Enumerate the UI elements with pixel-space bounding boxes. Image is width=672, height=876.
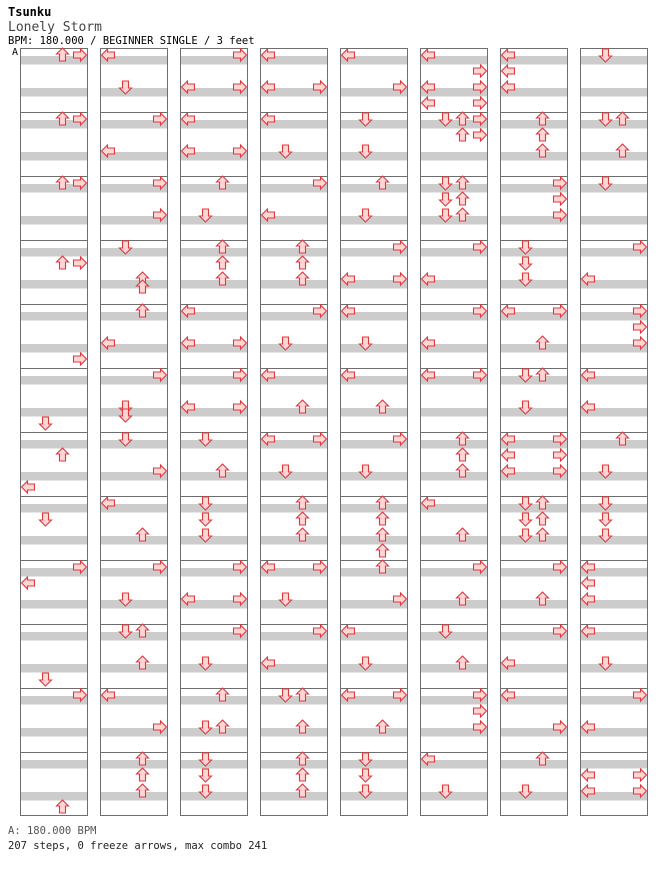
beat-stripe [180,504,248,513]
beat-stripe [20,504,88,513]
beat-stripe [180,536,248,545]
beat-stripe [340,568,408,577]
beat-stripe [180,472,248,481]
beat-stripe [420,600,488,609]
beat-stripe [580,88,648,97]
beat-stripe [180,728,248,737]
beat-stripe [420,440,488,449]
beat-stripe [20,88,88,97]
beat-stripe [100,792,168,801]
beat-stripe [500,344,568,353]
beat-stripe [340,664,408,673]
beat-stripe [180,440,248,449]
beat-stripe [100,280,168,289]
beat-stripe [420,184,488,193]
artist-name: Tsunku [8,5,52,19]
beat-stripe [420,216,488,225]
beat-stripe [500,504,568,513]
beat-stripe [20,344,88,353]
beat-stripe [180,248,248,257]
beat-stripe [500,600,568,609]
beat-stripe [180,280,248,289]
beat-stripe [500,376,568,385]
beat-stripe [420,792,488,801]
beat-stripe [20,536,88,545]
beat-stripe [20,792,88,801]
beat-stripe [580,440,648,449]
beat-stripe [100,760,168,769]
beat-stripe [340,536,408,545]
beat-stripe [340,760,408,769]
beat-stripe [340,728,408,737]
beat-stripe [420,632,488,641]
beat-stripe [180,664,248,673]
beat-stripe [260,760,328,769]
beat-stripe [100,664,168,673]
beat-stripe [500,280,568,289]
beat-stripe [260,344,328,353]
beat-stripe [580,504,648,513]
beat-stripe [20,472,88,481]
beat-stripe [580,216,648,225]
beat-stripe [340,216,408,225]
beat-stripe [420,536,488,545]
beat-stripe [420,408,488,417]
beat-stripe [100,440,168,449]
beat-stripe [20,440,88,449]
beat-stripe [260,600,328,609]
chart-stats: 207 steps, 0 freeze arrows, max combo 241 [8,840,268,852]
beat-stripe [100,536,168,545]
beat-stripe [340,152,408,161]
beat-stripe [340,408,408,417]
beat-stripe [180,792,248,801]
beat-stripe [180,216,248,225]
bpm-legend: A: 180.000 BPM [8,825,97,837]
beat-stripe [580,120,648,129]
beat-stripe [580,184,648,193]
beat-stripe [180,760,248,769]
beat-stripe [340,120,408,129]
beat-stripe [580,760,648,769]
beat-stripe [500,792,568,801]
beat-stripe [500,760,568,769]
beat-stripe [180,184,248,193]
beat-stripe [20,600,88,609]
beat-stripe [20,312,88,321]
chart-meta: BPM: 180.000 / BEGINNER SINGLE / 3 feet [8,35,255,47]
beat-stripe [260,408,328,417]
beat-stripe [20,376,88,385]
beat-stripe [260,472,328,481]
beat-stripe [580,152,648,161]
beat-stripe [500,536,568,545]
beat-stripe [20,152,88,161]
beat-stripe [260,280,328,289]
beat-stripe [580,56,648,65]
beat-stripe [260,696,328,705]
beat-stripe [20,216,88,225]
beat-stripe [340,344,408,353]
beat-stripe [340,184,408,193]
beat-stripe [20,760,88,769]
beat-stripe [100,408,168,417]
beat-stripe [500,408,568,417]
beat-stripe [260,248,328,257]
beat-stripe [100,248,168,257]
beat-stripe [260,792,328,801]
bpm-marker-label: A [12,47,19,58]
beat-stripe [20,248,88,257]
beat-stripe [500,248,568,257]
beat-stripe [20,280,88,289]
song-title: Lonely Storm [8,20,102,35]
beat-stripe [580,664,648,673]
beat-stripe [100,312,168,321]
beat-stripe [260,536,328,545]
beat-stripe [340,792,408,801]
beat-stripe [500,152,568,161]
beat-stripe [340,472,408,481]
beat-stripe [100,88,168,97]
beat-stripe [180,696,248,705]
beat-stripe [260,152,328,161]
beat-stripe [260,728,328,737]
beat-stripe [20,728,88,737]
beat-stripe [20,632,88,641]
beat-stripe [20,664,88,673]
beat-stripe [500,120,568,129]
beat-stripe [340,504,408,513]
beat-stripe [580,536,648,545]
beat-stripe [100,600,168,609]
beat-stripe [420,152,488,161]
beat-stripe [20,408,88,417]
beat-stripe [580,472,648,481]
beat-stripe [420,664,488,673]
beat-stripe [260,504,328,513]
beat-stripe [100,632,168,641]
beat-stripe [420,472,488,481]
